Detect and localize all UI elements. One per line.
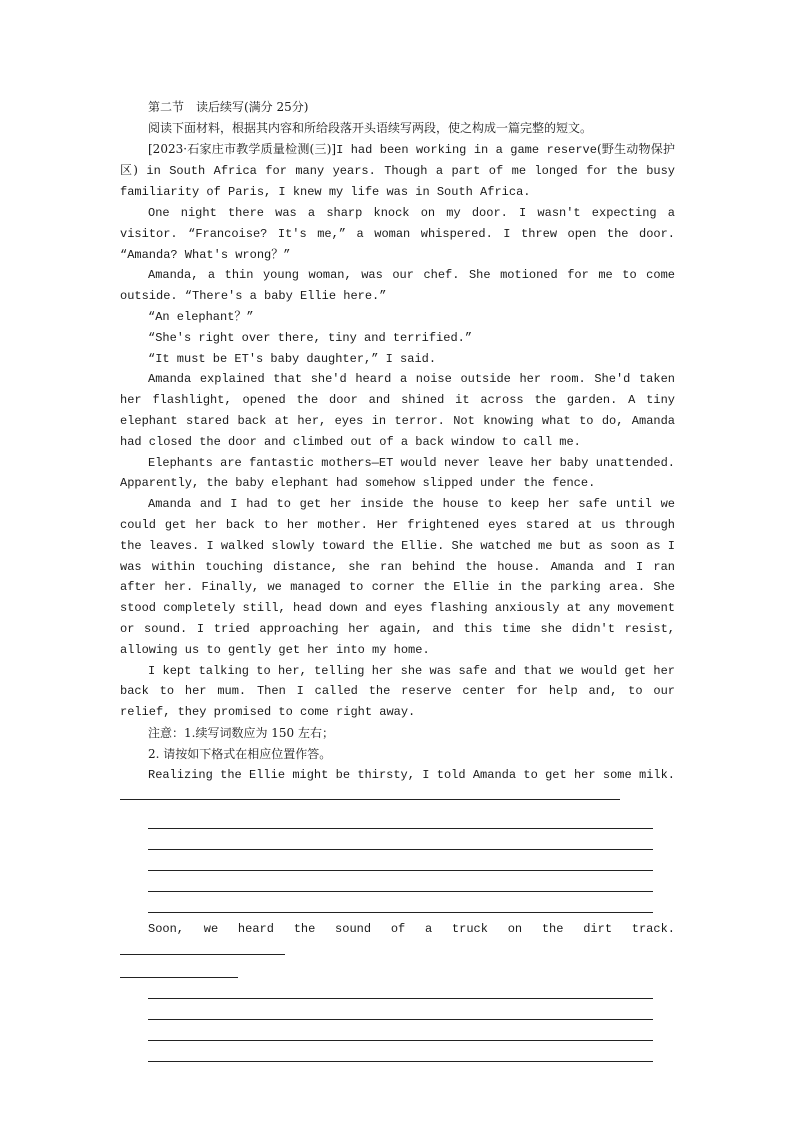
continuation-prompt-2: [120, 919, 675, 963]
answer-line[interactable]: [148, 978, 653, 999]
answer-line[interactable]: [120, 940, 285, 955]
note-word-count: 注意：1.续写词数应为 150 左右；: [148, 725, 334, 740]
answer-line[interactable]: [148, 999, 653, 1020]
section-heading: 第二节 读后续写(满分 25分): [148, 100, 309, 114]
answer-line[interactable]: [148, 1020, 653, 1041]
prompt-text: Soon, we heard the sound of a truck on the dirt track.: [148, 922, 675, 937]
exam-content: [120, 97, 675, 1062]
answer-line[interactable]: [148, 829, 653, 850]
answer-line[interactable]: [148, 808, 653, 829]
story-paragraph-8: Elephants are fantastic mothers—ET would never leave her baby unattended. Apparently, the baby elephant had somehow slipped under the fence.: [120, 455, 675, 491]
source-tag: [2023·石家庄市教学质量检测(三)]: [148, 141, 337, 156]
story-paragraph-1: [120, 139, 675, 203]
story-paragraph-9: Amanda and I had to get her inside the house to keep her safe until we could get her back to her mother. Her frightened eyes stared at us through the leaves. I walked slowly toward the Ellie. She watched me but as soon as I was within touching distance, she ran behind the house. Amanda and I ran after her. Finally, we managed to corner the Ellie in the parking area. She stood completely still, head down and eyes flashing anxiously at any movement or sound. I tried approaching her again, and this time she didn't resist, allowing us to gently get her into my home.: [120, 497, 675, 657]
story-paragraph-5: “She's right over there, tiny and terrified.”: [148, 330, 473, 345]
answer-line[interactable]: [148, 892, 653, 913]
answer-line[interactable]: [148, 850, 653, 871]
story-paragraph-6: “It must be ET's baby daughter,” I said.: [148, 351, 437, 366]
story-paragraph-3: Amanda, a thin young woman, was our chef. She motioned for me to come outside. “There's a baby Ellie here.”: [120, 268, 675, 304]
section-instruction: 阅读下面材料，根据其内容和所给段落开头语续写两段，使之构成一篇完整的短文。: [148, 120, 593, 135]
continuation-prompt-1: [120, 765, 675, 809]
story-paragraph-7: Amanda explained that she'd heard a noise outside her room. She'd taken her flashlight, opened the door and shined it across the garden. A tiny elephant stared back at her, eyes in terror. Not knowing what to do, Amanda had closed the door and climbed out of a back window to call me.: [120, 372, 675, 449]
answer-line[interactable]: [148, 871, 653, 892]
answer-line[interactable]: [120, 963, 238, 978]
story-paragraph-2: One night there was a sharp knock on my door. I wasn't expecting a visitor. “Francoise? It's me,” a woman whispered. I threw open the door. “Amanda? What's wrong？”: [120, 205, 675, 262]
note-format: 2. 请按如下格式在相应位置作答。: [148, 746, 332, 761]
answer-line[interactable]: [148, 1041, 653, 1062]
story-paragraph-4: “An elephant？”: [148, 309, 254, 324]
story-text: I had been working in a game reserve: [336, 142, 597, 157]
answer-line[interactable]: [120, 785, 620, 800]
story-paragraph-10: I kept talking to her, telling her she was safe and that we would get her back to her mum. Then I called the reserve center for help and, to our relief, they promised to come right away.: [120, 663, 675, 720]
prompt-text: Realizing the Ellie might be thirsty, I told Amanda to get her some milk.: [148, 767, 675, 782]
gloss-text: (野生动物保护区): [120, 141, 675, 178]
story-text: in South Africa for many years. Though a part of me longed for the busy familiarity of Paris, I knew my life was in South Africa.: [120, 164, 675, 200]
